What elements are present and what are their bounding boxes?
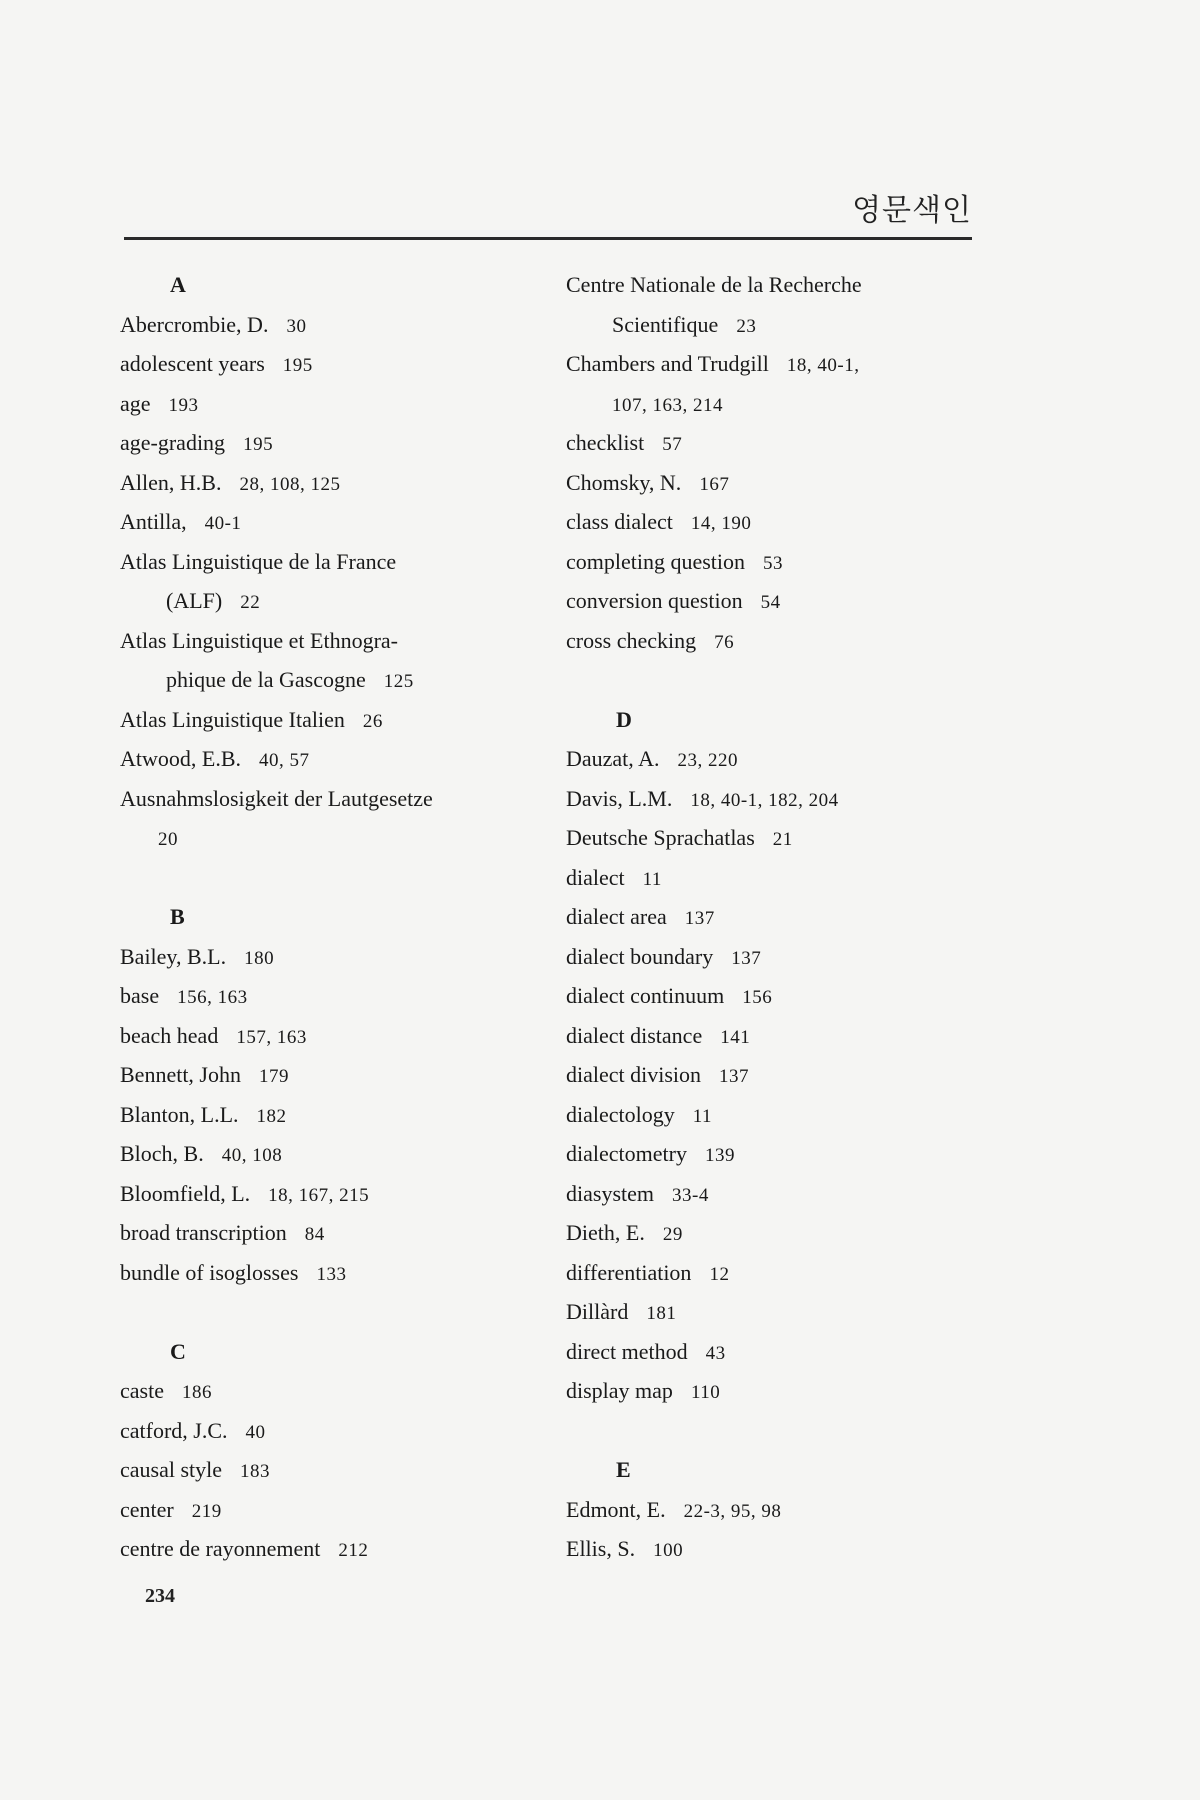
page-refs: 40, 108 <box>221 1145 283 1166</box>
page-refs: 12 <box>709 1263 730 1285</box>
index-entry <box>120 779 540 819</box>
page-refs: 18, 40-1, 182, 204 <box>690 789 839 811</box>
index-term: Atlas Linguistique de la France <box>120 548 397 574</box>
index-entry <box>566 818 996 858</box>
index-term: Bloomfield, L. <box>120 1180 251 1206</box>
page-refs: 139 <box>704 1145 735 1166</box>
index-term: Chambers and Trudgill <box>566 351 769 376</box>
page-refs: 22-3, 95, 98 <box>683 1500 782 1522</box>
index-entry-continuation <box>120 660 540 700</box>
index-entry <box>566 1371 996 1411</box>
page-refs: 110 <box>690 1382 721 1403</box>
page-refs: 84 <box>304 1224 325 1245</box>
index-entry <box>120 542 540 582</box>
page-refs: 40 <box>245 1421 266 1443</box>
page-refs: 11 <box>642 868 662 890</box>
page-number: 234 <box>145 1585 175 1607</box>
index-term: catford, J.C. <box>120 1417 228 1443</box>
index-term: adolescent years <box>120 351 265 376</box>
index-entry <box>120 423 540 463</box>
page-refs: 137 <box>731 947 762 969</box>
index-entry <box>566 739 996 779</box>
page-refs: 40, 57 <box>259 750 310 771</box>
page-refs: 107, 163, 214 <box>612 394 723 416</box>
page-refs: 23, 220 <box>677 750 738 771</box>
page-refs: 181 <box>646 1303 677 1324</box>
index-term: Bloch, B. <box>120 1141 204 1166</box>
index-column-left <box>120 265 540 1569</box>
header-title: 영문색인 <box>852 193 972 228</box>
spacer <box>566 660 996 700</box>
index-term: Blanton, L.L. <box>120 1101 239 1127</box>
index-entry <box>566 581 996 621</box>
index-entry <box>566 779 996 819</box>
index-term: base <box>120 983 160 1008</box>
page-refs: 133 <box>316 1263 347 1285</box>
index-entry <box>120 1411 540 1451</box>
page-refs: 137 <box>719 1066 750 1087</box>
page-refs: 21 <box>772 829 793 850</box>
index-entry <box>120 1490 540 1530</box>
page-refs: 137 <box>684 908 715 929</box>
index-term: phique de la Gascogne <box>166 667 366 692</box>
index-term: dialect division <box>566 1062 702 1087</box>
index-entry <box>566 1134 996 1174</box>
index-term: Bennett, John <box>120 1062 241 1087</box>
index-entry <box>120 1134 540 1174</box>
page-refs: 57 <box>662 434 683 455</box>
index-entry <box>120 1095 540 1135</box>
index-term: dialectology <box>566 1101 675 1127</box>
index-term: causal style <box>120 1457 223 1482</box>
page-refs: 18, 167, 215 <box>268 1184 370 1206</box>
page-refs: 193 <box>168 394 199 416</box>
index-term: bundle of isoglosses <box>120 1259 299 1285</box>
page-refs: 22 <box>240 592 261 613</box>
section-letter: A <box>170 272 186 297</box>
page-refs: 157, 163 <box>236 1026 307 1048</box>
index-term: dialect boundary <box>566 943 714 969</box>
index-entry <box>120 1253 540 1293</box>
index-entry <box>566 937 996 977</box>
index-term: Centre Nationale de la Recherche <box>566 272 862 297</box>
spacer <box>120 858 540 898</box>
page-refs: 76 <box>714 631 735 653</box>
index-entry <box>120 937 540 977</box>
page-refs: 43 <box>705 1342 726 1364</box>
index-term: class dialect <box>566 509 673 534</box>
index-term: Dillàrd <box>566 1299 629 1324</box>
index-entry <box>566 463 996 503</box>
index-term: differentiation <box>566 1259 692 1285</box>
index-term: completing question <box>566 548 746 574</box>
index-entry <box>120 1371 540 1411</box>
page-refs: 195 <box>243 434 274 455</box>
page-refs: 26 <box>362 710 383 732</box>
index-term: Dauzat, A. <box>566 746 660 771</box>
section-letter: D <box>616 706 632 732</box>
section-letter: B <box>170 904 185 929</box>
index-term: Dieth, E. <box>566 1220 645 1245</box>
index-term: Davis, L.M. <box>566 785 673 811</box>
section-letter: C <box>170 1338 186 1364</box>
index-term: Bailey, B.L. <box>120 943 227 969</box>
index-entry <box>566 1253 996 1293</box>
index-term: Antilla, <box>120 509 187 534</box>
section-letter: E <box>616 1457 631 1482</box>
page-refs: 167 <box>699 473 730 495</box>
index-term: Chomsky, N. <box>566 469 682 495</box>
page-refs: 23 <box>736 315 757 337</box>
index-entry <box>120 305 540 345</box>
index-term: age <box>120 390 151 416</box>
header-rule <box>124 237 972 240</box>
index-term: dialect area <box>566 904 667 929</box>
index-term: Scientifique <box>612 311 719 337</box>
index-entry <box>566 265 996 305</box>
index-term: dialect continuum <box>566 983 725 1008</box>
index-column-right <box>566 265 996 1569</box>
index-entry <box>120 1529 540 1569</box>
index-entry <box>120 1450 540 1490</box>
index-term: centre de rayonnement <box>120 1536 321 1561</box>
index-term: Edmont, E. <box>566 1496 666 1522</box>
page-refs: 18, 40-1, <box>786 355 860 376</box>
page-refs: 40-1 <box>204 513 242 534</box>
index-entry <box>120 700 540 740</box>
page-refs: 156 <box>742 987 773 1008</box>
index-entry <box>566 1055 996 1095</box>
index-term: Allen, H.B. <box>120 469 222 495</box>
running-header <box>0 185 1200 228</box>
index-term: broad transcription <box>120 1220 287 1245</box>
index-term: display map <box>566 1378 673 1403</box>
page-refs: 182 <box>256 1105 287 1127</box>
index-entry <box>566 1332 996 1372</box>
index-term: dialect <box>566 864 625 890</box>
index-entry <box>566 1174 996 1214</box>
index-term: direct method <box>566 1338 688 1364</box>
page-refs: 53 <box>763 552 784 574</box>
index-entry <box>566 1095 996 1135</box>
index-entry <box>120 1174 540 1214</box>
index-entry-continuation <box>120 581 540 621</box>
page-refs: 28, 108, 125 <box>239 473 341 495</box>
index-entry <box>566 1292 996 1332</box>
index-entry-continuation <box>566 384 996 424</box>
page-refs: 180 <box>244 947 275 969</box>
index-term: beach head <box>120 1022 219 1048</box>
page-refs: 33-4 <box>672 1184 709 1206</box>
index-entry <box>566 976 996 1016</box>
page-refs: 195 <box>282 355 313 376</box>
index-entry <box>120 739 540 779</box>
index-entry <box>120 463 540 503</box>
index-term: Ellis, S. <box>566 1536 636 1561</box>
index-term: Deutsche Sprachatlas <box>566 825 755 850</box>
index-term: conversion question <box>566 588 743 613</box>
page-refs: 186 <box>181 1382 212 1403</box>
index-term: (ALF) <box>166 588 223 613</box>
page-refs: 30 <box>286 315 307 337</box>
index-entry <box>566 344 996 384</box>
page-refs: 219 <box>191 1500 222 1522</box>
page-refs: 20 <box>158 829 178 850</box>
index-term: checklist <box>566 430 645 455</box>
page-refs: 183 <box>240 1461 271 1482</box>
index-term: cross checking <box>566 627 697 653</box>
index-entry <box>120 621 540 661</box>
index-term: Abercrombie, D. <box>120 311 269 337</box>
page-refs: 11 <box>692 1105 713 1127</box>
index-entry <box>566 1016 996 1056</box>
spacer <box>120 1292 540 1332</box>
page-refs: 156, 163 <box>177 987 248 1008</box>
index-term: Atwood, E.B. <box>120 746 241 771</box>
index-entry <box>566 621 996 661</box>
page-refs: 29 <box>662 1224 683 1245</box>
index-term: age-grading <box>120 430 226 455</box>
index-term: caste <box>120 1378 164 1403</box>
page-refs: 212 <box>338 1540 369 1561</box>
index-entry <box>566 858 996 898</box>
index-entry <box>120 344 540 384</box>
index-term: dialectometry <box>566 1141 687 1166</box>
index-entry <box>120 502 540 542</box>
index-entry-continuation <box>120 818 540 858</box>
index-entry <box>566 1490 996 1530</box>
index-entry <box>566 1213 996 1253</box>
index-entry <box>566 897 996 937</box>
index-entry <box>566 502 996 542</box>
index-entry-continuation <box>566 305 996 345</box>
page-refs: 14, 190 <box>690 513 752 534</box>
index-entry <box>120 1213 540 1253</box>
index-term: Atlas Linguistique et Ethnogra- <box>120 627 398 653</box>
index-entry <box>566 542 996 582</box>
page-refs: 100 <box>653 1540 684 1561</box>
index-entry <box>120 1055 540 1095</box>
page-refs: 179 <box>259 1066 289 1087</box>
index-term: dialect distance <box>566 1022 703 1048</box>
page-refs: 141 <box>720 1026 751 1048</box>
index-entry <box>120 1016 540 1056</box>
page-refs: 54 <box>760 592 781 613</box>
index-term: diasystem <box>566 1180 654 1206</box>
index-entry <box>566 1529 996 1569</box>
index-entry <box>120 976 540 1016</box>
spacer <box>566 1411 996 1451</box>
page-refs: 125 <box>383 671 414 692</box>
index-term: Atlas Linguistique Italien <box>120 706 345 732</box>
index-term: center <box>120 1496 174 1522</box>
index-term: Ausnahmslosigkeit der Lautgesetze <box>120 785 433 811</box>
index-entry <box>120 384 540 424</box>
index-entry <box>566 423 996 463</box>
